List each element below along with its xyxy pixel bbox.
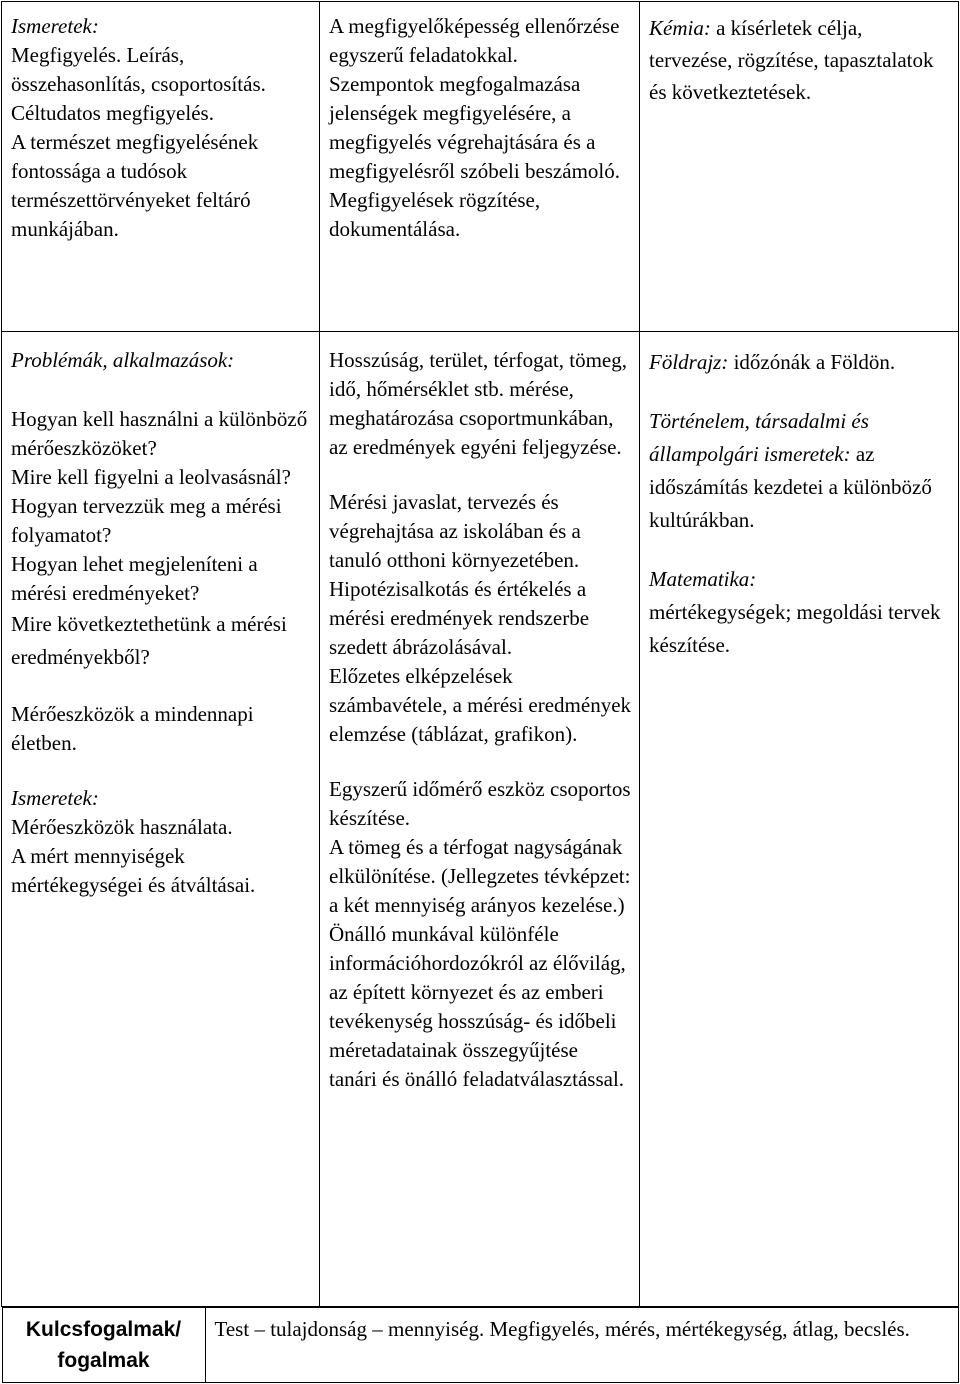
keywords-value-cell xyxy=(205,1308,958,1383)
knowledge-label: Ismeretek: xyxy=(11,786,99,810)
activity-cell xyxy=(320,2,640,332)
question-item: Mire kell figyelni a leolvasásnál? xyxy=(11,465,291,489)
knowledge-text: Megfigyelés. Leírás, összehasonlítás, csoportosítás. Céltudatos megfigyelés. xyxy=(11,43,266,125)
table-row xyxy=(2,2,959,332)
activity-text: Előzetes elképzelések számbavétele, a mérési eredmények elemzése (táblázat, grafikon). xyxy=(329,664,632,746)
knowledge-label: Ismeretek: xyxy=(11,14,99,38)
activity-text: Megfigyelések rögzítése, dokumentálása. xyxy=(329,188,541,241)
keywords-label-cell xyxy=(2,1308,205,1383)
activity-text: Egyszerű időmérő eszköz csoportos készítése. xyxy=(329,777,631,830)
question-item: Mire következtethetünk a mérési eredményekből? xyxy=(11,612,287,669)
everyday-text: Mérőeszközök a mindennapi életben. xyxy=(11,702,254,755)
activity-text: Hosszúság, terület, térfogat, tömeg, idő, hőmérséklet stb. mérése, meghatározása csoportmunkában, az eredmények egyéni feljegyzése. xyxy=(329,348,627,459)
question-item: Hogyan lehet megjeleníteni a mérési eredményeket? xyxy=(11,552,258,605)
knowledge-text: Mérőeszközök használata. xyxy=(11,815,233,839)
knowledge-text: A mért mennyiségek mértékegységei és átváltásai. xyxy=(11,844,256,897)
connection-cell xyxy=(640,2,959,332)
question-item: Hogyan kell használni a különböző mérőeszközöket? xyxy=(11,407,308,460)
subject-text: a kísérletek célja, tervezése, rögzítése, tapasztalatok és következtetések. xyxy=(649,16,934,104)
question-item: Hogyan tervezzük meg a mérési folyamatot? xyxy=(11,494,282,547)
activity-text: Mérési javaslat, tervezés és végrehajtása az iskolában és a tanuló otthoni környezetében. xyxy=(329,490,581,572)
keywords-table xyxy=(2,1307,959,1383)
subject-label: Kémia: xyxy=(649,16,711,40)
knowledge-text: A természet megfigyelésének fontossága a tudósok természettörvényeket feltáró munkájában. xyxy=(11,130,259,241)
table-row xyxy=(2,332,959,1307)
keywords-row xyxy=(2,1307,959,1384)
activity-text: A megfigyelőképesség ellenőrzése egyszerű feladatokkal. xyxy=(329,14,620,67)
subject-label: Földrajz: xyxy=(649,350,729,374)
keywords-value: Test – tulajdonság – mennyiség. Megfigyelés, mérés, mértékegység, átlag, becslés. xyxy=(214,1317,910,1341)
subject-label: Történelem, társadalmi és állampolgári ismeretek: xyxy=(649,409,869,466)
topic-cell xyxy=(2,332,320,1307)
subject-text: az időszámítás kezdetei a különböző kultúrákban. xyxy=(649,442,932,532)
activity-text: Szempontok megfogalmazása jelenségek megfigyelésére, a megfigyelés végrehajtására és a megfigyelésről szóbeli beszámoló. xyxy=(329,72,620,183)
activity-text: A tömeg és a térfogat nagyságának elkülönítése. (Jellegzetes tévképzet: a két mennyiség arányos kezelése.) xyxy=(329,835,631,917)
keywords-label: Kulcsfogalmak/ fogalmak xyxy=(25,1318,182,1372)
subject-text: időzónák a Földön. xyxy=(728,350,896,374)
subject-text: mértékegységek; megoldási tervek készítése. xyxy=(649,600,941,657)
activity-cell xyxy=(320,332,640,1307)
curriculum-table xyxy=(1,1,959,1383)
activity-text: Hipotézisalkotás és értékelés a mérési eredmények rendszerbe szedett ábrázolásával. xyxy=(329,577,590,659)
subject-label: Matematika: xyxy=(649,567,757,591)
problems-heading: Problémák, alkalmazások: xyxy=(11,348,235,372)
activity-text: Önálló munkával különféle információhordozókról az élővilág, az épített környezet és az emberi tevékenység hosszúság- és időbeli méretadatainak összegyűjtése tanári és önálló feladatválasztással. xyxy=(329,922,626,1091)
topic-cell xyxy=(2,2,320,332)
connection-cell xyxy=(640,332,959,1307)
keywords-container xyxy=(2,1307,959,1384)
